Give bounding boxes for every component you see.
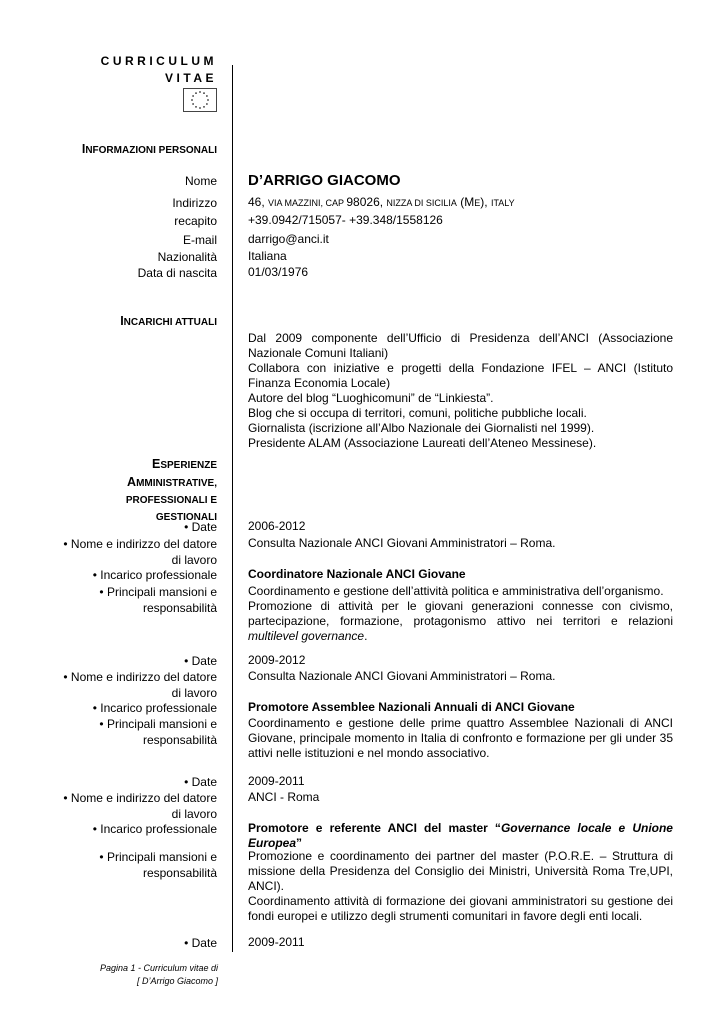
section-current-roles: INCARICHI ATTUALI [120, 314, 217, 328]
exp2-date-value: 2009-2012 [248, 653, 306, 667]
exp3-duties-value: Promozione e coordinamento dei partner del master (P.O.R.E. – Struttura di missione della Presidenza del Consiglio dei Ministri, Università Roma Tre,UPI, ANCI). Coordinamento attività di formazione dei giovani amministratori su gestione dei fondi europei e utilizzo degli strumenti comunitari in favore degli enti locali. [248, 849, 673, 923]
exp2-duties-label: • Principali mansioni e responsabilità [99, 717, 217, 747]
phone-label: recapito [174, 214, 217, 228]
current-role-item: Autore del blog “Luoghicomuni” de “Linkiesta”. [248, 391, 494, 405]
email-label: E-mail [182, 233, 217, 247]
exp1-duties-value: Coordinamento e gestione dell’attività politica e amministrativa dell’organismo. Promozione di attività per le giovani generazioni connesse con civismo, partecipazione, formazione, protagonismo attivo nei territori e relazioni multilevel governance. [248, 584, 673, 643]
exp1-employer-label: • Nome e indirizzo del datore di lavoro [63, 537, 217, 567]
exp3-duties-label: • Principali mansioni e responsabilità [99, 850, 217, 880]
exp2-employer-value: Consulta Nazionale ANCI Giovani Amministratori – Roma. [248, 669, 556, 683]
exp3-employer-value: ANCI - Roma [248, 790, 320, 804]
section-personal-info [82, 141, 217, 159]
cv-title-line1: CURRICULUM [100, 54, 217, 68]
exp1-employer-value: Consulta Nazionale ANCI Giovani Amministratori – Roma. [248, 536, 556, 550]
exp2-role-value: Promotore Assemblee Nazionali Annuali di ANCI Giovane [248, 700, 575, 714]
exp3-employer-label: • Nome e indirizzo del datore di lavoro [63, 791, 217, 821]
vertical-divider [232, 65, 233, 952]
birthdate-value: 01/03/1976 [248, 265, 309, 279]
current-roles-list [248, 331, 673, 451]
exp1-date-value: 2006-2012 [248, 519, 306, 533]
exp1-date-label: • Date [184, 520, 217, 534]
current-role-item: Blog che si occupa di territori, comuni, politiche pubbliche locali. [248, 406, 587, 420]
section-initial: I [81, 142, 86, 156]
exp4-date-label: • Date [184, 936, 217, 950]
exp3-role-value: Promotore e referente ANCI del master “Governance locale e Unione Europea” [248, 821, 673, 850]
nationality-value: Italiana [248, 249, 287, 263]
current-role-item: Collabora con iniziative e progetti della Fondazione IFEL – ANCI (Istituto Finanza Economia Locale) [248, 361, 673, 390]
email-value[interactable]: darrigo@anci.it [248, 232, 329, 246]
section-rest: NFORMAZIONI PERSONALI [85, 145, 217, 156]
address-label: Indirizzo [172, 196, 217, 210]
exp1-duties-label: • Principali mansioni e responsabilità [99, 585, 217, 615]
birthdate-label: Data di nascita [137, 266, 217, 280]
phone-value: +39.0942/715057- +39.348/1558126 [248, 213, 443, 227]
exp1-role-label: • Incarico professionale [92, 568, 217, 582]
current-role-item: Presidente ALAM (Associazione Laureati dell’Ateneo Messinese). [248, 436, 597, 450]
exp2-duties-value: Coordinamento e gestione delle prime quattro Assemblee Nazionali di ANCI Giovane, principale momento in Italia di confronto e formazione per gli under 35 attivi nelle istituzioni e nel mondo associativo. [248, 716, 673, 760]
exp1-role-value: Coordinatore Nazionale ANCI Giovane [248, 567, 466, 581]
current-role-item: Dal 2009 componente dell’Ufficio di Presidenza dell’ANCI (Associazione Nazionale Comuni Italiani) [248, 331, 673, 360]
exp2-date-label: • Date [184, 654, 217, 668]
footer-line1: Pagina 1 - Curriculum vitae di [99, 963, 218, 973]
name-value: D’ARRIGO GIACOMO [248, 172, 401, 189]
exp4-date-value: 2009-2011 [248, 935, 305, 949]
section-experience: ESPERIENZE AMMINISTRATIVE, PROFESSIONALI E GESTIONALI [125, 457, 217, 523]
exp3-date-label: • Date [184, 775, 217, 789]
nationality-label: Nazionalità [157, 250, 217, 264]
cv-title-line2: VITAE [165, 71, 217, 85]
exp3-date-value: 2009-2011 [248, 774, 305, 788]
footer-line2: [ D’Arrigo Giacomo ] [136, 976, 218, 986]
page-footer [100, 962, 218, 988]
eu-flag-icon [183, 88, 217, 112]
exp2-role-label: • Incarico professionale [92, 701, 217, 715]
exp3-role-label: • Incarico professionale [92, 822, 217, 836]
address-value: 46, VIA MAZZINI, CAP 98026, NIZZA DI SICILIA (ME), ITALY [248, 195, 515, 209]
exp2-employer-label: • Nome e indirizzo del datore di lavoro [63, 670, 217, 700]
current-role-item: Giornalista (iscrizione all’Albo Nazionale dei Giornalisti nel 1999). [248, 421, 595, 435]
name-label: Nome [184, 174, 217, 188]
